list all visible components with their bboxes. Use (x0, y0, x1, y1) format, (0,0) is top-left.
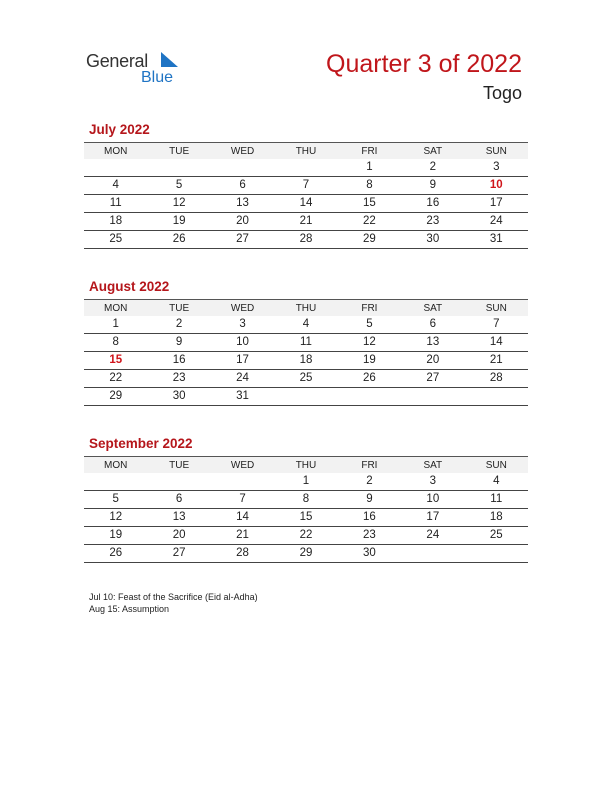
weekday-header: TUE (147, 457, 210, 474)
day-cell: 11 (465, 491, 528, 509)
week-row (84, 159, 528, 177)
day-cell: 26 (338, 370, 401, 388)
day-cell: 5 (84, 491, 147, 509)
day-cell: 1 (338, 159, 401, 177)
logo-text-general: General (86, 51, 148, 71)
day-cell: 23 (338, 527, 401, 545)
day-cell: 21 (465, 352, 528, 370)
week-row (84, 545, 528, 563)
day-cell: 26 (84, 545, 147, 563)
day-cell: 8 (338, 177, 401, 195)
day-cell: 20 (401, 352, 464, 370)
day-cell: 10 (211, 334, 274, 352)
weekday-header: FRI (338, 143, 401, 160)
day-cell: 30 (338, 545, 401, 563)
day-cell (211, 159, 274, 177)
weekday-header: THU (274, 300, 337, 317)
week-row (84, 473, 528, 491)
day-cell: 9 (401, 177, 464, 195)
day-cell: 31 (211, 388, 274, 406)
day-cell: 18 (274, 352, 337, 370)
day-cell: 4 (465, 473, 528, 491)
day-cell: 22 (274, 527, 337, 545)
weekday-header: SAT (401, 457, 464, 474)
weekday-header: SUN (465, 457, 528, 474)
day-cell: 12 (147, 195, 210, 213)
holiday-note: Aug 15: Assumption (89, 604, 170, 614)
month-block (84, 279, 528, 406)
day-cell: 28 (211, 545, 274, 563)
day-cell: 2 (338, 473, 401, 491)
day-cell (401, 388, 464, 406)
week-row (84, 195, 528, 213)
day-cell: 7 (274, 177, 337, 195)
month-calendar-table (84, 142, 528, 249)
weekday-header: SAT (401, 143, 464, 160)
month-title: August 2022 (89, 279, 170, 294)
day-cell: 16 (401, 195, 464, 213)
week-row (84, 213, 528, 231)
day-cell: 11 (84, 195, 147, 213)
month-block (84, 122, 528, 249)
weekday-header: FRI (338, 457, 401, 474)
day-cell: 29 (84, 388, 147, 406)
weekday-header: TUE (147, 143, 210, 160)
day-cell: 28 (274, 231, 337, 249)
day-cell (465, 545, 528, 563)
day-cell: 8 (274, 491, 337, 509)
day-cell: 17 (401, 509, 464, 527)
day-cell: 5 (338, 316, 401, 334)
day-cell: 27 (211, 231, 274, 249)
day-cell: 13 (147, 509, 210, 527)
day-cell: 17 (465, 195, 528, 213)
day-cell: 22 (84, 370, 147, 388)
day-cell: 1 (274, 473, 337, 491)
day-cell: 6 (401, 316, 464, 334)
day-cell (401, 545, 464, 563)
day-cell (147, 473, 210, 491)
day-cell: 18 (84, 213, 147, 231)
day-cell: 23 (147, 370, 210, 388)
day-cell (84, 159, 147, 177)
week-row (84, 231, 528, 249)
day-cell (211, 473, 274, 491)
weekday-header: WED (211, 143, 274, 160)
day-cell: 23 (401, 213, 464, 231)
day-cell: 3 (401, 473, 464, 491)
week-row (84, 491, 528, 509)
day-cell: 1 (84, 316, 147, 334)
day-cell: 8 (84, 334, 147, 352)
weekday-header: WED (211, 457, 274, 474)
day-cell: 9 (147, 334, 210, 352)
day-cell: 2 (401, 159, 464, 177)
week-row (84, 527, 528, 545)
holiday-day-cell: 10 (465, 177, 528, 195)
week-row (84, 370, 528, 388)
weekday-header: SUN (465, 143, 528, 160)
day-cell: 31 (465, 231, 528, 249)
day-cell: 19 (147, 213, 210, 231)
week-row (84, 334, 528, 352)
day-cell: 27 (401, 370, 464, 388)
day-cell: 19 (84, 527, 147, 545)
day-cell: 4 (84, 177, 147, 195)
day-cell: 11 (274, 334, 337, 352)
holiday-day-cell: 15 (84, 352, 147, 370)
weekday-header: MON (84, 457, 147, 474)
month-title: July 2022 (89, 122, 150, 137)
weekday-header: FRI (338, 300, 401, 317)
weekday-header: THU (274, 143, 337, 160)
day-cell: 21 (274, 213, 337, 231)
day-cell (338, 388, 401, 406)
day-cell (147, 159, 210, 177)
day-cell: 25 (465, 527, 528, 545)
day-cell: 14 (274, 195, 337, 213)
day-cell: 14 (465, 334, 528, 352)
weekday-header: MON (84, 143, 147, 160)
month-block (84, 436, 528, 563)
day-cell: 3 (211, 316, 274, 334)
day-cell: 20 (147, 527, 210, 545)
day-cell: 16 (338, 509, 401, 527)
month-calendar-table (84, 456, 528, 563)
logo-flag-icon (160, 52, 178, 69)
day-cell: 7 (465, 316, 528, 334)
day-cell: 12 (338, 334, 401, 352)
day-cell: 19 (338, 352, 401, 370)
week-row (84, 177, 528, 195)
weekday-header: TUE (147, 300, 210, 317)
holiday-note: Jul 10: Feast of the Sacrifice (Eid al-Adha) (89, 592, 258, 602)
day-cell: 21 (211, 527, 274, 545)
day-cell: 3 (465, 159, 528, 177)
week-row (84, 388, 528, 406)
day-cell: 24 (401, 527, 464, 545)
weekday-header: THU (274, 457, 337, 474)
day-cell: 10 (401, 491, 464, 509)
day-cell: 29 (338, 231, 401, 249)
day-cell: 15 (274, 509, 337, 527)
weekday-header: MON (84, 300, 147, 317)
country-name: Togo (482, 83, 522, 103)
month-title: September 2022 (89, 436, 193, 451)
day-cell: 17 (211, 352, 274, 370)
day-cell: 30 (401, 231, 464, 249)
week-row (84, 509, 528, 527)
month-calendar-table (84, 299, 528, 406)
day-cell: 22 (338, 213, 401, 231)
day-cell: 6 (147, 491, 210, 509)
day-cell: 26 (147, 231, 210, 249)
weekday-header: WED (211, 300, 274, 317)
page-title: Quarter 3 of 2022 (326, 50, 522, 78)
day-cell: 24 (465, 213, 528, 231)
day-cell: 18 (465, 509, 528, 527)
week-row (84, 316, 528, 334)
day-cell: 25 (274, 370, 337, 388)
weekday-header: SAT (401, 300, 464, 317)
day-cell: 9 (338, 491, 401, 509)
day-cell: 24 (211, 370, 274, 388)
day-cell: 6 (211, 177, 274, 195)
weekday-header: SUN (465, 300, 528, 317)
day-cell: 13 (211, 195, 274, 213)
day-cell: 25 (84, 231, 147, 249)
day-cell: 2 (147, 316, 210, 334)
holiday-notes (89, 591, 258, 615)
day-cell: 4 (274, 316, 337, 334)
day-cell: 20 (211, 213, 274, 231)
logo-text-blue: Blue (141, 69, 174, 86)
day-cell (465, 388, 528, 406)
day-cell: 7 (211, 491, 274, 509)
day-cell: 29 (274, 545, 337, 563)
day-cell: 13 (401, 334, 464, 352)
day-cell (274, 159, 337, 177)
day-cell: 15 (338, 195, 401, 213)
day-cell: 12 (84, 509, 147, 527)
day-cell: 16 (147, 352, 210, 370)
day-cell (274, 388, 337, 406)
day-cell: 5 (147, 177, 210, 195)
day-cell: 28 (465, 370, 528, 388)
day-cell: 27 (147, 545, 210, 563)
day-cell: 30 (147, 388, 210, 406)
brand-logo (86, 50, 186, 90)
day-cell: 14 (211, 509, 274, 527)
week-row (84, 352, 528, 370)
day-cell (84, 473, 147, 491)
